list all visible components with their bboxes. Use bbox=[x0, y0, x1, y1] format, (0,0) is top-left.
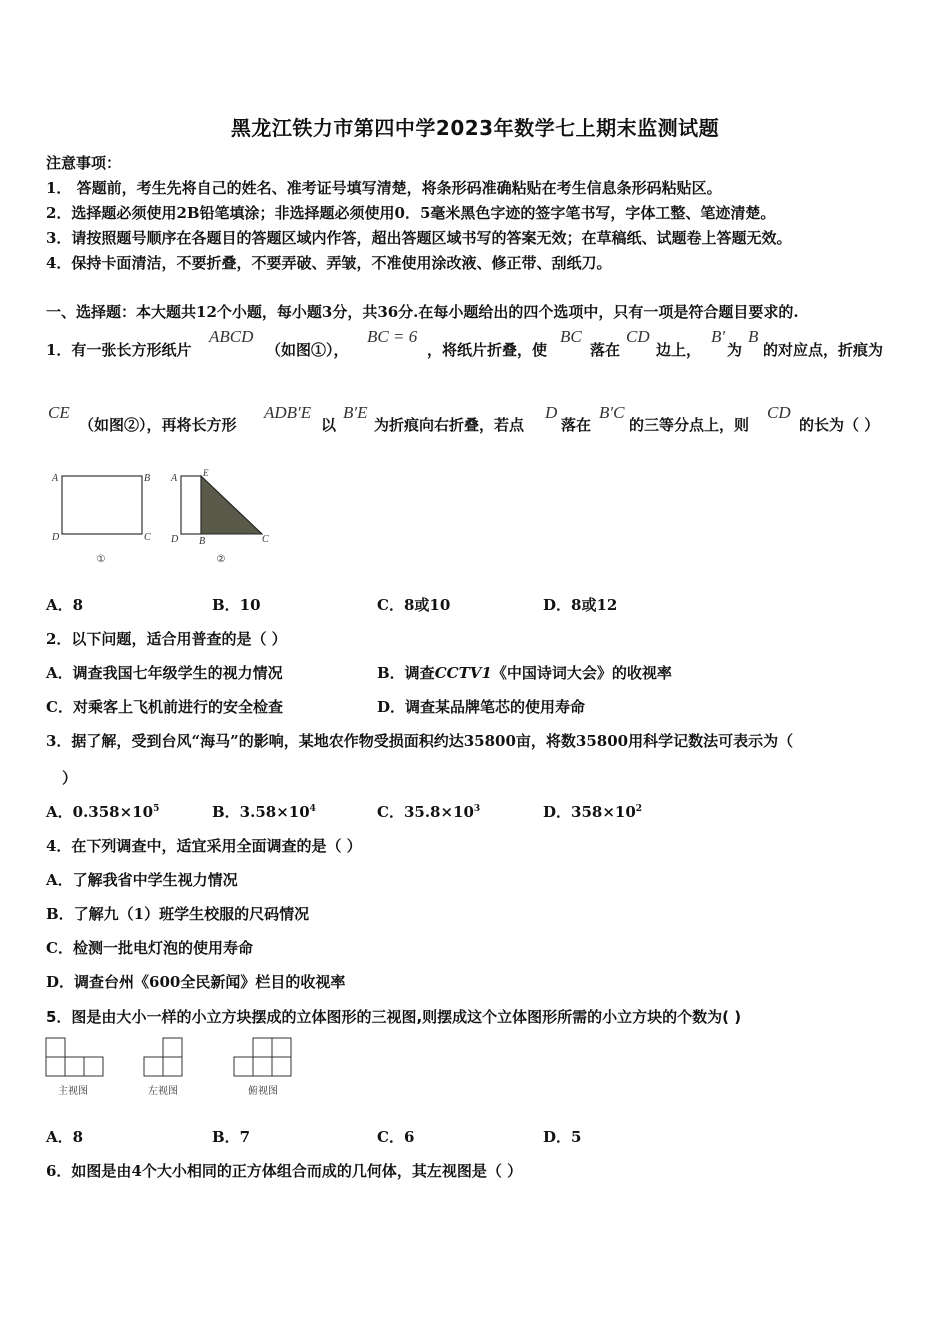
left-view bbox=[144, 1038, 182, 1076]
label-e: E bbox=[203, 468, 209, 478]
q3-stem-close: ） bbox=[62, 769, 78, 787]
q1-math: B′C bbox=[599, 403, 625, 422]
q1-option-a: A．8 bbox=[46, 596, 84, 614]
label-b: B bbox=[199, 536, 206, 547]
q1-option-d: D．8或12 bbox=[543, 596, 618, 614]
q1-text: 落在 bbox=[590, 341, 621, 359]
q1-math: BC = 6 bbox=[367, 327, 418, 346]
label-a: A bbox=[171, 473, 178, 484]
q2-option-b-math: CCTV1 bbox=[434, 664, 492, 682]
q1-math: B bbox=[748, 327, 759, 346]
label-d: D bbox=[171, 534, 179, 545]
q3-option-exponent: 2 bbox=[635, 804, 643, 814]
q1-math: D bbox=[545, 403, 558, 422]
q1-math: BC bbox=[560, 327, 582, 346]
q3-option-exponent: 4 bbox=[309, 804, 316, 814]
label-d: D bbox=[52, 532, 60, 543]
rectangle-adb-e bbox=[181, 476, 201, 534]
q1-text: 边上， bbox=[656, 341, 702, 359]
q3-option-base: A．0.358×10 bbox=[46, 803, 154, 821]
q2-option-a: A．调查我国七年级学生的视力情况 bbox=[46, 664, 283, 682]
front-view bbox=[46, 1038, 103, 1076]
section-heading: 一、选择题：本大题共12个小题，每小题3分，共36分.在每小题给出的四个选项中，只有一项是符合题目要求的. bbox=[46, 303, 799, 321]
q1-text: （如图①）， bbox=[266, 341, 349, 359]
q1-text: 的三等分点上，则 bbox=[629, 416, 750, 434]
notice-heading: 注意事项： bbox=[46, 154, 122, 172]
left-view-label: 左视图 bbox=[148, 1086, 178, 1097]
q1-text: 为折痕向右折叠，若点 bbox=[374, 416, 525, 434]
top-view bbox=[234, 1038, 291, 1076]
q1-text: 以 bbox=[321, 416, 337, 434]
q2-stem: 2．以下问题，适合用普查的是（ ） bbox=[46, 630, 287, 648]
q1-math: CE bbox=[48, 403, 70, 422]
q2-option-b-suffix: 《中国诗词大会》的收视率 bbox=[491, 664, 672, 682]
q4-option-b: B．了解九（1）班学生校服的尺码情况 bbox=[46, 905, 310, 923]
label-c: C bbox=[262, 534, 269, 545]
label-b: B bbox=[144, 473, 151, 484]
q2-option-b-prefix: B．调查 bbox=[377, 664, 435, 682]
q2-option-d: D．调查某品牌笔芯的使用寿命 bbox=[377, 698, 586, 716]
q3-option-b bbox=[212, 801, 316, 822]
q3-option-base: B．3.58×10 bbox=[212, 803, 310, 821]
q1-math: CD bbox=[626, 327, 650, 346]
q4-option-a: A．了解我省中学生视力情况 bbox=[46, 871, 238, 889]
figure-caption: ① bbox=[96, 554, 106, 565]
q4-option-c: C．检测一批电灯泡的使用寿命 bbox=[46, 939, 253, 957]
q1-text: ，将纸片折叠，使 bbox=[427, 341, 548, 359]
figure-1 bbox=[51, 473, 151, 565]
q1-text: 的长为（ ） bbox=[799, 416, 880, 434]
q6-stem: 6．如图是由4个大小相同的正方体组合而成的几何体，其左视图是（ ） bbox=[46, 1162, 523, 1180]
q1-text: 为 bbox=[727, 341, 743, 359]
q1-math: ADB′E bbox=[264, 403, 312, 422]
q1-text: （如图②），再将长方形 bbox=[79, 416, 237, 434]
q1-text: 的对应点，折痕为 bbox=[763, 341, 884, 359]
label-c: C bbox=[144, 532, 151, 543]
q4-option-d: D．调查台州《600全民新闻》栏目的收视率 bbox=[46, 973, 346, 991]
label-a: A bbox=[52, 473, 59, 484]
q3-option-exponent: 3 bbox=[473, 804, 481, 814]
q5-option-c: C．6 bbox=[377, 1128, 415, 1146]
q5-three-views bbox=[44, 1036, 304, 1102]
q5-option-d: D．5 bbox=[543, 1128, 582, 1146]
notice-item: 2．选择题必须使用2B铅笔填涂；非选择题必须使用0．5毫米黑色字迹的签字笔书写，字体工整、笔迹清楚。 bbox=[46, 204, 776, 222]
q4-stem: 4．在下列调查中，适宜采用全面调查的是（ ） bbox=[46, 837, 362, 855]
q1-math: CD bbox=[767, 403, 791, 422]
q1-option-b: B．10 bbox=[212, 596, 261, 614]
q1-math: B′E bbox=[343, 403, 368, 422]
q1-text: 落在 bbox=[561, 416, 592, 434]
q1-option-c: C．8或10 bbox=[377, 596, 451, 614]
notice-item: 3．请按照题号顺序在各题目的答题区域内作答，超出答题区域书写的答案无效；在草稿纸、试题卷上答题无效。 bbox=[46, 229, 792, 247]
page-title: 黑龙江铁力市第四中学2023年数学七上期末监测试题 bbox=[230, 116, 720, 140]
q3-option-d bbox=[543, 801, 642, 822]
figure-2 bbox=[170, 468, 269, 565]
figure-caption: ② bbox=[216, 554, 226, 565]
top-view-label: 俯视图 bbox=[248, 1086, 278, 1097]
q1-figures bbox=[46, 466, 276, 568]
notice-item: 1． 答题前，考生先将自己的姓名、准考证号填写清楚，将条形码准确粘贴在考生信息条形码粘贴区。 bbox=[46, 179, 722, 197]
q2-option-c: C．对乘客上飞机前进行的安全检查 bbox=[46, 698, 283, 716]
notice-item: 4．保持卡面清洁，不要折叠，不要弄破、弄皱，不准使用涂改液、修正带、刮纸刀。 bbox=[46, 254, 612, 272]
front-view-label: 主视图 bbox=[58, 1086, 88, 1097]
q3-option-exponent: 5 bbox=[153, 804, 160, 814]
q3-stem: 3．据了解，受到台风“海马”的影响，某地农作物受损面积约达35800亩，将数35800用科学记数法可表示为（ bbox=[46, 732, 794, 750]
q1-text: 1．有一张长方形纸片 bbox=[46, 341, 192, 359]
q2-option-b bbox=[377, 662, 672, 683]
q5-option-b: B．7 bbox=[212, 1128, 251, 1146]
q5-option-a: A．8 bbox=[46, 1128, 84, 1146]
rectangle-abcd bbox=[62, 476, 142, 534]
q3-option-a bbox=[46, 801, 159, 822]
q5-stem: 5．图是由大小一样的小立方块摆成的立体图形的三视图,则摆成这个立体图形所需的小立方块的个数为( ) bbox=[46, 1008, 742, 1026]
q3-option-base: C．35.8×10 bbox=[377, 803, 474, 821]
q3-option-base: D．358×10 bbox=[543, 803, 636, 821]
q3-option-c bbox=[377, 801, 480, 822]
q1-math: ABCD bbox=[209, 327, 254, 346]
q1-math: B′ bbox=[711, 327, 726, 346]
